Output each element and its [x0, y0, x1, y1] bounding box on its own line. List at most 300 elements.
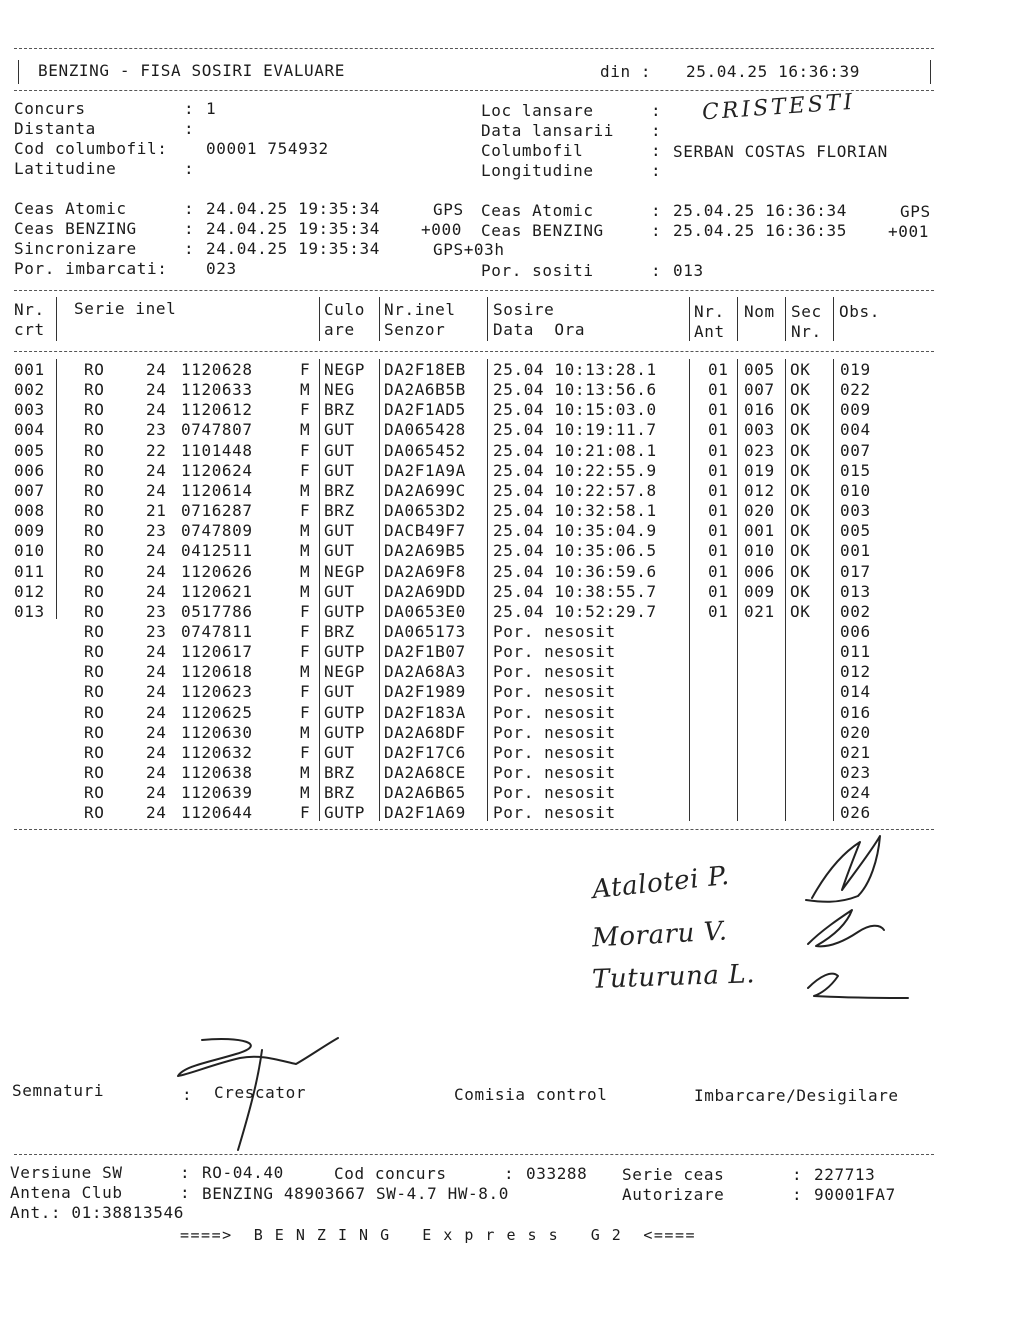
cell-year: 23: [146, 622, 167, 641]
colon: :: [651, 121, 662, 140]
cell-nom: 007: [744, 380, 775, 400]
atomic-clock-value-right: 25.04.25 16:36:34: [673, 201, 847, 220]
cell-country: RO: [84, 722, 105, 742]
cell-sensor: DA065452: [384, 440, 466, 460]
cell-sec: OK: [790, 561, 811, 581]
comisia-label: Comisia control: [454, 1085, 608, 1104]
cell-ring-number: 1120632: [181, 742, 253, 762]
cell-antenna: 01: [708, 360, 729, 379]
colon: :: [180, 1183, 191, 1202]
cell-year: 24: [146, 682, 167, 702]
cell-ring-number: 0747809: [181, 521, 253, 541]
cell-country: RO: [84, 420, 105, 440]
cell-sensor: DA0653E0: [384, 601, 466, 621]
cell-year: 24: [146, 460, 167, 480]
col-separator: [487, 297, 488, 341]
cell-antenna: 01: [708, 501, 729, 520]
cell-year: 21: [146, 501, 167, 520]
cell-arrival: 25.04 10:22:55.9: [493, 460, 657, 480]
colon: :: [651, 221, 662, 240]
cell-crt: 005: [14, 440, 45, 460]
colon: :: [184, 99, 195, 118]
colon: :: [504, 1164, 515, 1183]
cell-year: 24: [146, 803, 167, 823]
cell-arrival: 25.04 10:35:04.9: [493, 521, 657, 541]
benzing-clock-suffix: +000: [421, 220, 462, 239]
antena-value: BENZING 48903667 SW-4.7 HW-8.0: [202, 1184, 509, 1203]
cell-obs: 006: [840, 622, 871, 641]
cell-country: RO: [84, 803, 105, 823]
cell-sex: F: [300, 622, 311, 641]
cell-arrival: 25.04 10:38:55.7: [493, 581, 657, 601]
benzing-clock-label-right: Ceas BENZING: [481, 221, 604, 240]
col-separator: [737, 359, 738, 821]
cell-crt: 006: [14, 460, 45, 480]
cell-ring-number: 1120621: [181, 581, 253, 601]
cell-nom: 005: [744, 360, 775, 379]
cell-year: 24: [146, 360, 167, 379]
cell-sex: M: [300, 521, 311, 541]
atomic-clock-label: Ceas Atomic: [14, 199, 127, 218]
cell-country: RO: [84, 742, 105, 762]
generated-label: din :: [600, 62, 652, 81]
col-ant-header: Nr.: [694, 302, 725, 321]
cell-sensor: DA2A69F8: [384, 561, 466, 581]
distanta-label: Distanta: [14, 119, 96, 138]
cell-ring-number: 1120618: [181, 662, 253, 682]
colon: :: [184, 119, 195, 138]
col-separator: [737, 297, 738, 341]
cell-ring-number: 0747807: [181, 420, 253, 440]
cell-country: RO: [84, 702, 105, 722]
generated-timestamp: 25.04.25 16:36:39: [686, 62, 860, 81]
cod-concurs-label: Cod concurs: [334, 1164, 447, 1183]
latitudine-label: Latitudine: [14, 159, 117, 178]
cell-sex: F: [300, 440, 311, 460]
cell-arrival: 25.04 10:21:08.1: [493, 440, 657, 460]
cell-nom: 019: [744, 460, 775, 480]
atomic-clock-value: 24.04.25 19:35:34: [206, 199, 380, 218]
data-lansarii-label: Data lansarii: [481, 121, 615, 140]
cell-sensor: DA065173: [384, 622, 466, 641]
benzing-clock-value-right: 25.04.25 16:36:35: [673, 221, 847, 240]
col-obs-header: Obs.: [839, 302, 880, 321]
cell-arrival: 25.04 10:13:28.1: [493, 360, 657, 379]
divider-table-header: [14, 351, 934, 352]
cell-nom: 023: [744, 440, 775, 460]
cell-sensor: DA2F1B07: [384, 642, 466, 662]
col-ant-header-2: Ant: [694, 322, 725, 341]
col-culoare-header-2: are: [324, 320, 355, 339]
colon: :: [651, 261, 662, 280]
cell-sec: OK: [790, 541, 811, 561]
cell-nom: 016: [744, 400, 775, 420]
col-separator: [56, 297, 57, 341]
commission-signature-name-2: Moraru V.: [591, 916, 729, 954]
cell-country: RO: [84, 460, 105, 480]
cell-color: GUTP: [324, 722, 365, 742]
cell-sec: OK: [790, 460, 811, 480]
cell-sensor: DA2F183A: [384, 702, 466, 722]
cell-color: GUTP: [324, 642, 365, 662]
cell-year: 24: [146, 480, 167, 500]
cell-obs: 007: [840, 440, 871, 460]
cell-year: 24: [146, 742, 167, 762]
cell-obs: 016: [840, 702, 871, 722]
cell-sex: M: [300, 581, 311, 601]
cell-ring-number: 1120623: [181, 682, 253, 702]
cell-obs: 020: [840, 722, 871, 742]
cell-sensor: DA2F18EB: [384, 360, 466, 379]
cell-antenna: 01: [708, 480, 729, 500]
colon: :: [184, 219, 195, 238]
cell-antenna: 01: [708, 380, 729, 400]
col-separator: [689, 359, 690, 821]
cell-nom: 012: [744, 480, 775, 500]
cell-year: 24: [146, 581, 167, 601]
cell-year: 23: [146, 420, 167, 440]
cell-sec: OK: [790, 420, 811, 440]
sync-label: Sincronizare: [14, 239, 137, 258]
cell-ring-number: 1120633: [181, 380, 253, 400]
antena-label: Antena Club: [10, 1183, 123, 1202]
colon: :: [651, 141, 662, 160]
cell-obs: 011: [840, 642, 871, 662]
cell-ring-number: 1120625: [181, 702, 253, 722]
cell-sec: OK: [790, 501, 811, 520]
loc-label: Loc lansare: [481, 101, 594, 120]
cell-country: RO: [84, 521, 105, 541]
cell-crt: 010: [14, 541, 45, 561]
cell-arrival: Por. nesosit: [493, 662, 616, 682]
cell-sensor: DA2F1AD5: [384, 400, 466, 420]
cell-crt: 004: [14, 420, 45, 440]
cell-antenna: 01: [708, 601, 729, 621]
cell-year: 24: [146, 763, 167, 782]
cell-crt: 008: [14, 501, 45, 520]
cell-crt: 001: [14, 360, 45, 379]
cell-arrival: 25.04 10:36:59.6: [493, 561, 657, 581]
cell-color: BRZ: [324, 783, 355, 803]
cell-year: 24: [146, 783, 167, 803]
cell-nom: 003: [744, 420, 775, 440]
signature-mark-3: [808, 974, 908, 998]
colon: :: [184, 199, 195, 218]
cell-sex: M: [300, 380, 311, 400]
loc-value-handwritten: CRISTESTI: [701, 89, 856, 126]
cell-obs: 017: [840, 561, 871, 581]
cell-sex: M: [300, 561, 311, 581]
cell-sec: OK: [790, 440, 811, 460]
benzing-clock-suffix-right: +001: [888, 222, 929, 241]
cell-sensor: DA2F1A69: [384, 803, 466, 823]
cell-year: 22: [146, 440, 167, 460]
cell-sex: F: [300, 501, 311, 520]
cell-crt: 007: [14, 480, 45, 500]
autorizare-label: Autorizare: [622, 1185, 725, 1204]
versiune-value: RO-04.40: [202, 1163, 284, 1182]
cell-sex: F: [300, 360, 311, 379]
cell-color: GUT: [324, 521, 355, 541]
cell-color: BRZ: [324, 400, 355, 420]
cell-sex: M: [300, 480, 311, 500]
cell-nom: 020: [744, 501, 775, 520]
cell-sec: OK: [790, 400, 811, 420]
col-separator: [56, 359, 57, 619]
colon: :: [651, 101, 662, 120]
cell-country: RO: [84, 440, 105, 460]
cell-crt: 011: [14, 561, 45, 581]
cell-arrival: 25.04 10:13:56.6: [493, 380, 657, 400]
serie-ceas-label: Serie ceas: [622, 1165, 725, 1184]
cell-crt: 013: [14, 601, 45, 621]
cell-sex: F: [300, 400, 311, 420]
cell-antenna: 01: [708, 561, 729, 581]
cell-sec: OK: [790, 380, 811, 400]
cell-sec: OK: [790, 480, 811, 500]
cell-obs: 026: [840, 803, 871, 823]
cell-year: 24: [146, 722, 167, 742]
concurs-value: 1: [206, 99, 217, 118]
col-senzor-header: Nr.inel: [384, 300, 456, 319]
cell-year: 24: [146, 702, 167, 722]
cell-nom: 009: [744, 581, 775, 601]
cell-country: RO: [84, 642, 105, 662]
cell-ring-number: 0412511: [181, 541, 253, 561]
brand-line: ====> B E N Z I N G E x p r e s s G 2 <====: [180, 1226, 697, 1244]
cell-color: NEGP: [324, 360, 365, 379]
cell-sensor: DA2A68A3: [384, 662, 466, 682]
cell-color: BRZ: [324, 480, 355, 500]
cell-sex: M: [300, 541, 311, 561]
colon: :: [182, 1085, 193, 1104]
col-sec-header: Sec: [791, 302, 822, 321]
cell-sex: F: [300, 682, 311, 702]
col-separator: [833, 359, 834, 821]
cell-year: 23: [146, 521, 167, 541]
cell-sex: F: [300, 601, 311, 621]
cell-country: RO: [84, 662, 105, 682]
cell-ring-number: 0747811: [181, 622, 253, 641]
cell-color: GUT: [324, 581, 355, 601]
colon: :: [180, 1163, 191, 1182]
col-separator: [319, 359, 320, 821]
cell-year: 24: [146, 662, 167, 682]
atomic-clock-label-right: Ceas Atomic: [481, 201, 594, 220]
cell-color: GUT: [324, 420, 355, 440]
cell-ring-number: 1120612: [181, 400, 253, 420]
cell-country: RO: [84, 501, 105, 520]
cell-color: GUT: [324, 682, 355, 702]
col-separator: [785, 359, 786, 821]
cell-obs: 022: [840, 380, 871, 400]
cell-obs: 021: [840, 742, 871, 762]
cell-sensor: DA2A68CE: [384, 763, 466, 782]
document-title: BENZING - FISA SOSIRI EVALUARE: [38, 61, 345, 80]
sync-value: 24.04.25 19:35:34: [206, 239, 380, 258]
cell-obs: 005: [840, 521, 871, 541]
cell-crt: 009: [14, 521, 45, 541]
atomic-clock-suffix-right: GPS: [900, 202, 931, 221]
colon: :: [792, 1165, 803, 1184]
col-separator: [487, 359, 488, 821]
columbofil-value: SERBAN COSTAS FLORIAN: [673, 142, 888, 161]
cod-concurs-value: 033288: [526, 1164, 588, 1183]
cell-nom: 001: [744, 521, 775, 541]
cell-color: BRZ: [324, 501, 355, 520]
cell-year: 24: [146, 642, 167, 662]
cell-country: RO: [84, 561, 105, 581]
cell-arrival: 25.04 10:15:03.0: [493, 400, 657, 420]
cell-nom: 006: [744, 561, 775, 581]
cell-antenna: 01: [708, 521, 729, 541]
concurs-label: Concurs: [14, 99, 86, 118]
col-separator: [379, 359, 380, 821]
cell-sensor: DA2A68DF: [384, 722, 466, 742]
cell-color: NEGP: [324, 662, 365, 682]
divider-table-bottom: [14, 829, 934, 830]
cell-nom: 021: [744, 601, 775, 621]
cod-label: Cod columbofil:: [14, 139, 168, 158]
longitudine-label: Longitudine: [481, 161, 594, 180]
col-separator: [689, 297, 690, 341]
sositi-label: Por. sositi: [481, 261, 594, 280]
divider-footer: [14, 1154, 934, 1155]
cell-sex: M: [300, 662, 311, 682]
cell-country: RO: [84, 682, 105, 702]
sync-suffix: GPS+03h: [433, 240, 505, 259]
cell-country: RO: [84, 783, 105, 803]
cell-ring-number: 0517786: [181, 601, 253, 621]
signatures-label: Semnaturi: [12, 1081, 105, 1100]
cell-sensor: DA0653D2: [384, 501, 466, 520]
cell-arrival: 25.04 10:52:29.7: [493, 601, 657, 621]
cell-color: BRZ: [324, 763, 355, 782]
commission-signature-name-3: Tuturuna L.: [591, 959, 756, 995]
cell-sec: OK: [790, 581, 811, 601]
cell-ring-number: 1120617: [181, 642, 253, 662]
imbarcare-label: Imbarcare/Desigilare: [694, 1086, 899, 1105]
col-nr-header-2: crt: [14, 320, 45, 339]
cell-sec: OK: [790, 601, 811, 621]
cell-antenna: 01: [708, 440, 729, 460]
cell-antenna: 01: [708, 541, 729, 561]
cell-ring-number: 1120630: [181, 722, 253, 742]
cell-obs: 014: [840, 682, 871, 702]
cell-sensor: DA2A6B65: [384, 783, 466, 803]
cell-year: 24: [146, 380, 167, 400]
cell-color: GUT: [324, 541, 355, 561]
cell-obs: 001: [840, 541, 871, 561]
cell-ring-number: 1120614: [181, 480, 253, 500]
cell-sex: M: [300, 763, 311, 782]
crescator-label: Crescator: [214, 1083, 307, 1102]
col-separator: [833, 297, 834, 341]
cell-ring-number: 1120638: [181, 763, 253, 782]
signature-mark-1: [806, 836, 880, 902]
commission-signature-name-1: Atalotei P.: [590, 860, 731, 906]
col-nr-header: Nr.: [14, 300, 45, 319]
cell-sex: F: [300, 460, 311, 480]
cell-sex: M: [300, 722, 311, 742]
cell-sex: F: [300, 702, 311, 722]
cell-antenna: 01: [708, 581, 729, 601]
cell-color: GUTP: [324, 803, 365, 823]
cell-year: 24: [146, 561, 167, 581]
divider-table-top: [14, 290, 934, 291]
cod-value: 00001 754932: [206, 139, 329, 158]
cell-obs: 013: [840, 581, 871, 601]
cell-arrival: 25.04 10:32:58.1: [493, 501, 657, 520]
cell-country: RO: [84, 541, 105, 561]
cell-sex: M: [300, 420, 311, 440]
cell-antenna: 01: [708, 400, 729, 420]
cell-arrival: Por. nesosit: [493, 783, 616, 803]
cell-year: 23: [146, 601, 167, 621]
cell-sex: F: [300, 642, 311, 662]
cell-nom: 010: [744, 541, 775, 561]
cell-arrival: Por. nesosit: [493, 763, 616, 782]
col-separator: [785, 297, 786, 341]
versiune-label: Versiune SW: [10, 1163, 123, 1182]
cell-country: RO: [84, 380, 105, 400]
cell-ring-number: 1101448: [181, 440, 253, 460]
cell-obs: 019: [840, 360, 871, 379]
cell-country: RO: [84, 622, 105, 641]
cell-color: GUTP: [324, 702, 365, 722]
cell-color: NEG: [324, 380, 355, 400]
cell-color: BRZ: [324, 622, 355, 641]
cell-sex: F: [300, 742, 311, 762]
cell-antenna: 01: [708, 460, 729, 480]
cell-obs: 012: [840, 662, 871, 682]
cell-crt: 002: [14, 380, 45, 400]
col-sosire-header-2: Data Ora: [493, 320, 586, 339]
divider-top: [14, 48, 934, 49]
imbarcati-label: Por. imbarcati:: [14, 259, 168, 278]
cell-obs: 003: [840, 501, 871, 520]
cell-country: RO: [84, 360, 105, 379]
cell-ring-number: 0716287: [181, 501, 253, 520]
cell-arrival: Por. nesosit: [493, 642, 616, 662]
cell-year: 24: [146, 400, 167, 420]
colon: :: [184, 239, 195, 258]
cell-obs: 002: [840, 601, 871, 621]
cell-color: GUTP: [324, 601, 365, 621]
cell-sensor: DA2F1989: [384, 682, 466, 702]
cell-arrival: 25.04 10:22:57.8: [493, 480, 657, 500]
cell-sex: F: [300, 803, 311, 823]
col-separator: [379, 297, 380, 341]
cell-sec: OK: [790, 521, 811, 541]
cell-color: GUT: [324, 460, 355, 480]
cell-arrival: Por. nesosit: [493, 722, 616, 742]
divider-header: [14, 90, 934, 91]
col-serie-header: Serie inel: [74, 299, 177, 318]
cell-ring-number: 1120624: [181, 460, 253, 480]
columbofil-label: Columbofil: [481, 141, 584, 160]
benzing-clock-value: 24.04.25 19:35:34: [206, 219, 380, 238]
autorizare-value: 90001FA7: [814, 1185, 896, 1204]
imbarcati-value: 023: [206, 259, 237, 278]
cell-arrival: 25.04 10:35:06.5: [493, 541, 657, 561]
cell-country: RO: [84, 400, 105, 420]
cell-color: NEGP: [324, 561, 365, 581]
col-culoare-header: Culo: [324, 300, 365, 319]
cell-arrival: Por. nesosit: [493, 803, 616, 823]
cell-sensor: DA2F1A9A: [384, 460, 466, 480]
cell-ring-number: 1120626: [181, 561, 253, 581]
